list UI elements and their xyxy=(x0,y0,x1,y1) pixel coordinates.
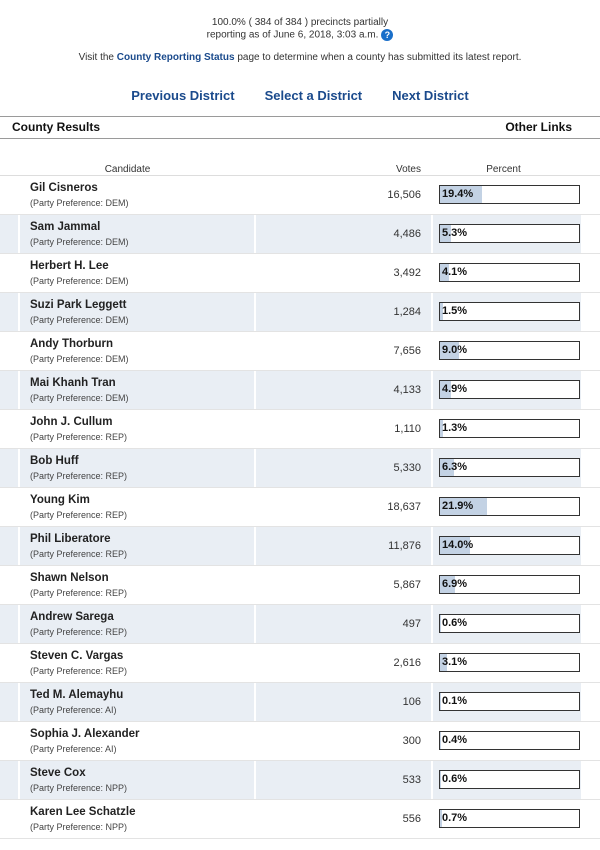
candidate-name: Herbert H. Lee xyxy=(30,259,254,273)
percent-bar xyxy=(439,614,580,633)
percent-value: 0.7% xyxy=(442,812,467,824)
votes-cell: 7,656 xyxy=(254,332,431,370)
row-edge xyxy=(0,254,18,292)
candidate-cell xyxy=(18,215,254,253)
percent-bar xyxy=(439,341,580,360)
percent-value: 1.5% xyxy=(442,305,467,317)
notice-suffix: page to determine when a county has submitted its latest report. xyxy=(237,52,521,63)
row-edge xyxy=(0,527,18,565)
percent-bar xyxy=(439,575,580,594)
table-row xyxy=(0,683,600,722)
row-edge xyxy=(0,293,18,331)
percent-value: 4.1% xyxy=(442,266,467,278)
table-row xyxy=(0,410,600,449)
candidate-cell xyxy=(18,605,254,643)
table-header-row xyxy=(0,155,600,176)
candidate-cell xyxy=(18,176,254,214)
row-edge xyxy=(0,332,18,370)
row-edge xyxy=(0,449,18,487)
table-row xyxy=(0,605,600,644)
table-row xyxy=(0,761,600,800)
results-header-bar xyxy=(0,116,600,139)
percent-value: 5.3% xyxy=(442,227,467,239)
percent-cell xyxy=(431,527,581,565)
votes-cell: 1,284 xyxy=(254,293,431,331)
votes-cell: 533 xyxy=(254,761,431,799)
party-preference: (Party Preference: DEM) xyxy=(30,392,254,404)
percent-bar xyxy=(439,185,580,204)
votes-cell: 5,330 xyxy=(254,449,431,487)
row-edge xyxy=(0,761,18,799)
candidate-name: Sam Jammal xyxy=(30,220,254,234)
row-edge xyxy=(0,371,18,409)
percent-value: 14.0% xyxy=(442,539,473,551)
precinct-status xyxy=(0,17,600,42)
votes-cell: 1,110 xyxy=(254,410,431,448)
results-table xyxy=(0,155,600,839)
other-links-link[interactable]: Other Links xyxy=(505,120,572,134)
percent-bar xyxy=(439,302,580,321)
percent-cell xyxy=(431,176,581,214)
party-preference: (Party Preference: DEM) xyxy=(30,197,254,209)
party-preference: (Party Preference: REP) xyxy=(30,470,254,482)
candidate-name: John J. Cullum xyxy=(30,415,254,429)
row-edge xyxy=(0,722,18,760)
table-row xyxy=(0,371,600,410)
percent-bar xyxy=(439,224,580,243)
percent-bar xyxy=(439,653,580,672)
percent-column-header: Percent xyxy=(431,164,576,175)
table-row xyxy=(0,488,600,527)
status-line-2-text: reporting as of June 6, 2018, 3:03 a.m. xyxy=(207,30,379,41)
candidate-cell xyxy=(18,254,254,292)
district-nav xyxy=(0,88,600,103)
party-preference: (Party Preference: REP) xyxy=(30,587,254,599)
candidate-cell xyxy=(18,449,254,487)
percent-cell xyxy=(431,683,581,721)
candidate-name: Bob Huff xyxy=(30,454,254,468)
percent-value: 0.4% xyxy=(442,734,467,746)
percent-cell xyxy=(431,761,581,799)
candidate-cell xyxy=(18,371,254,409)
percent-cell xyxy=(431,215,581,253)
party-preference: (Party Preference: REP) xyxy=(30,509,254,521)
candidate-cell xyxy=(18,488,254,526)
percent-cell xyxy=(431,371,581,409)
status-line-2 xyxy=(0,29,600,42)
row-edge xyxy=(0,800,18,838)
candidate-name: Karen Lee Schatzle xyxy=(30,805,254,819)
percent-value: 9.0% xyxy=(442,344,467,356)
candidate-cell xyxy=(18,722,254,760)
help-circle-icon[interactable]: ? xyxy=(381,29,393,41)
row-edge xyxy=(0,644,18,682)
percent-value: 4.9% xyxy=(442,383,467,395)
party-preference: (Party Preference: NPP) xyxy=(30,782,254,794)
percent-cell xyxy=(431,332,581,370)
candidate-cell xyxy=(18,644,254,682)
candidate-name: Steven C. Vargas xyxy=(30,649,254,663)
party-preference: (Party Preference: AI) xyxy=(30,704,254,716)
percent-bar xyxy=(439,731,580,750)
party-preference: (Party Preference: REP) xyxy=(30,431,254,443)
percent-bar xyxy=(439,692,580,711)
votes-cell: 3,492 xyxy=(254,254,431,292)
party-preference: (Party Preference: AI) xyxy=(30,743,254,755)
candidate-cell xyxy=(18,527,254,565)
votes-column-header: Votes xyxy=(255,164,431,175)
percent-cell xyxy=(431,605,581,643)
table-row xyxy=(0,722,600,761)
table-row xyxy=(0,254,600,293)
votes-cell: 300 xyxy=(254,722,431,760)
percent-cell xyxy=(431,254,581,292)
percent-cell xyxy=(431,566,581,604)
party-preference: (Party Preference: REP) xyxy=(30,665,254,677)
candidate-name: Sophia J. Alexander xyxy=(30,727,254,741)
county-results-heading: County Results xyxy=(12,120,100,134)
percent-cell xyxy=(431,449,581,487)
table-row xyxy=(0,644,600,683)
votes-cell: 18,637 xyxy=(254,488,431,526)
candidate-cell xyxy=(18,332,254,370)
status-line-1: 100.0% ( 384 of 384 ) precincts partially xyxy=(0,17,600,29)
votes-cell: 5,867 xyxy=(254,566,431,604)
votes-cell: 2,616 xyxy=(254,644,431,682)
row-edge xyxy=(0,410,18,448)
notice-prefix: Visit the xyxy=(79,52,114,63)
percent-bar xyxy=(439,497,580,516)
candidate-name: Andrew Sarega xyxy=(30,610,254,624)
row-edge xyxy=(0,566,18,604)
candidate-name: Andy Thorburn xyxy=(30,337,254,351)
candidate-name: Mai Khanh Tran xyxy=(30,376,254,390)
select-district-link[interactable]: Select a District xyxy=(265,88,363,103)
percent-cell xyxy=(431,800,581,838)
candidate-name: Ted M. Alemayhu xyxy=(30,688,254,702)
row-edge xyxy=(0,488,18,526)
candidate-name: Phil Liberatore xyxy=(30,532,254,546)
percent-bar xyxy=(439,263,580,282)
candidate-cell xyxy=(18,683,254,721)
table-row xyxy=(0,449,600,488)
votes-cell: 11,876 xyxy=(254,527,431,565)
candidate-cell xyxy=(18,293,254,331)
percent-value: 21.9% xyxy=(442,500,473,512)
status-block xyxy=(0,17,600,63)
percent-value: 1.3% xyxy=(442,422,467,434)
county-reporting-status-link[interactable]: County Reporting Status xyxy=(117,52,235,63)
votes-cell: 4,133 xyxy=(254,371,431,409)
percent-value: 0.1% xyxy=(442,695,467,707)
percent-cell xyxy=(431,488,581,526)
percent-bar xyxy=(439,770,580,789)
percent-bar xyxy=(439,458,580,477)
candidate-name: Shawn Nelson xyxy=(30,571,254,585)
table-row xyxy=(0,527,600,566)
candidate-name: Suzi Park Leggett xyxy=(30,298,254,312)
votes-cell: 497 xyxy=(254,605,431,643)
party-preference: (Party Preference: REP) xyxy=(30,548,254,560)
candidate-column-header: Candidate xyxy=(0,164,255,175)
percent-bar-fill xyxy=(440,732,441,749)
votes-cell: 556 xyxy=(254,800,431,838)
table-row xyxy=(0,215,600,254)
percent-cell xyxy=(431,644,581,682)
percent-bar xyxy=(439,536,580,555)
reporting-notice xyxy=(0,52,600,63)
percent-value: 6.9% xyxy=(442,578,467,590)
candidate-name: Gil Cisneros xyxy=(30,181,254,195)
table-row xyxy=(0,566,600,605)
percent-value: 0.6% xyxy=(442,773,467,785)
candidate-name: Young Kim xyxy=(30,493,254,507)
row-edge xyxy=(0,215,18,253)
candidate-cell xyxy=(18,566,254,604)
candidate-cell xyxy=(18,410,254,448)
party-preference: (Party Preference: NPP) xyxy=(30,821,254,833)
row-edge xyxy=(0,683,18,721)
percent-value: 3.1% xyxy=(442,656,467,668)
previous-district-link[interactable]: Previous District xyxy=(131,88,234,103)
party-preference: (Party Preference: DEM) xyxy=(30,275,254,287)
party-preference: (Party Preference: DEM) xyxy=(30,314,254,326)
percent-bar xyxy=(439,419,580,438)
table-body xyxy=(0,176,600,839)
votes-cell: 16,506 xyxy=(254,176,431,214)
candidate-name: Steve Cox xyxy=(30,766,254,780)
party-preference: (Party Preference: REP) xyxy=(30,626,254,638)
percent-value: 0.6% xyxy=(442,617,467,629)
table-row xyxy=(0,293,600,332)
party-preference: (Party Preference: DEM) xyxy=(30,236,254,248)
percent-bar xyxy=(439,380,580,399)
next-district-link[interactable]: Next District xyxy=(392,88,469,103)
candidate-cell xyxy=(18,761,254,799)
row-edge xyxy=(0,605,18,643)
percent-value: 19.4% xyxy=(442,188,473,200)
percent-cell xyxy=(431,722,581,760)
party-preference: (Party Preference: DEM) xyxy=(30,353,254,365)
percent-bar xyxy=(439,809,580,828)
candidate-cell xyxy=(18,800,254,838)
votes-cell: 4,486 xyxy=(254,215,431,253)
percent-cell xyxy=(431,293,581,331)
table-row xyxy=(0,176,600,215)
percent-value: 6.3% xyxy=(442,461,467,473)
percent-cell xyxy=(431,410,581,448)
votes-cell: 106 xyxy=(254,683,431,721)
row-edge xyxy=(0,176,18,214)
table-row xyxy=(0,332,600,371)
